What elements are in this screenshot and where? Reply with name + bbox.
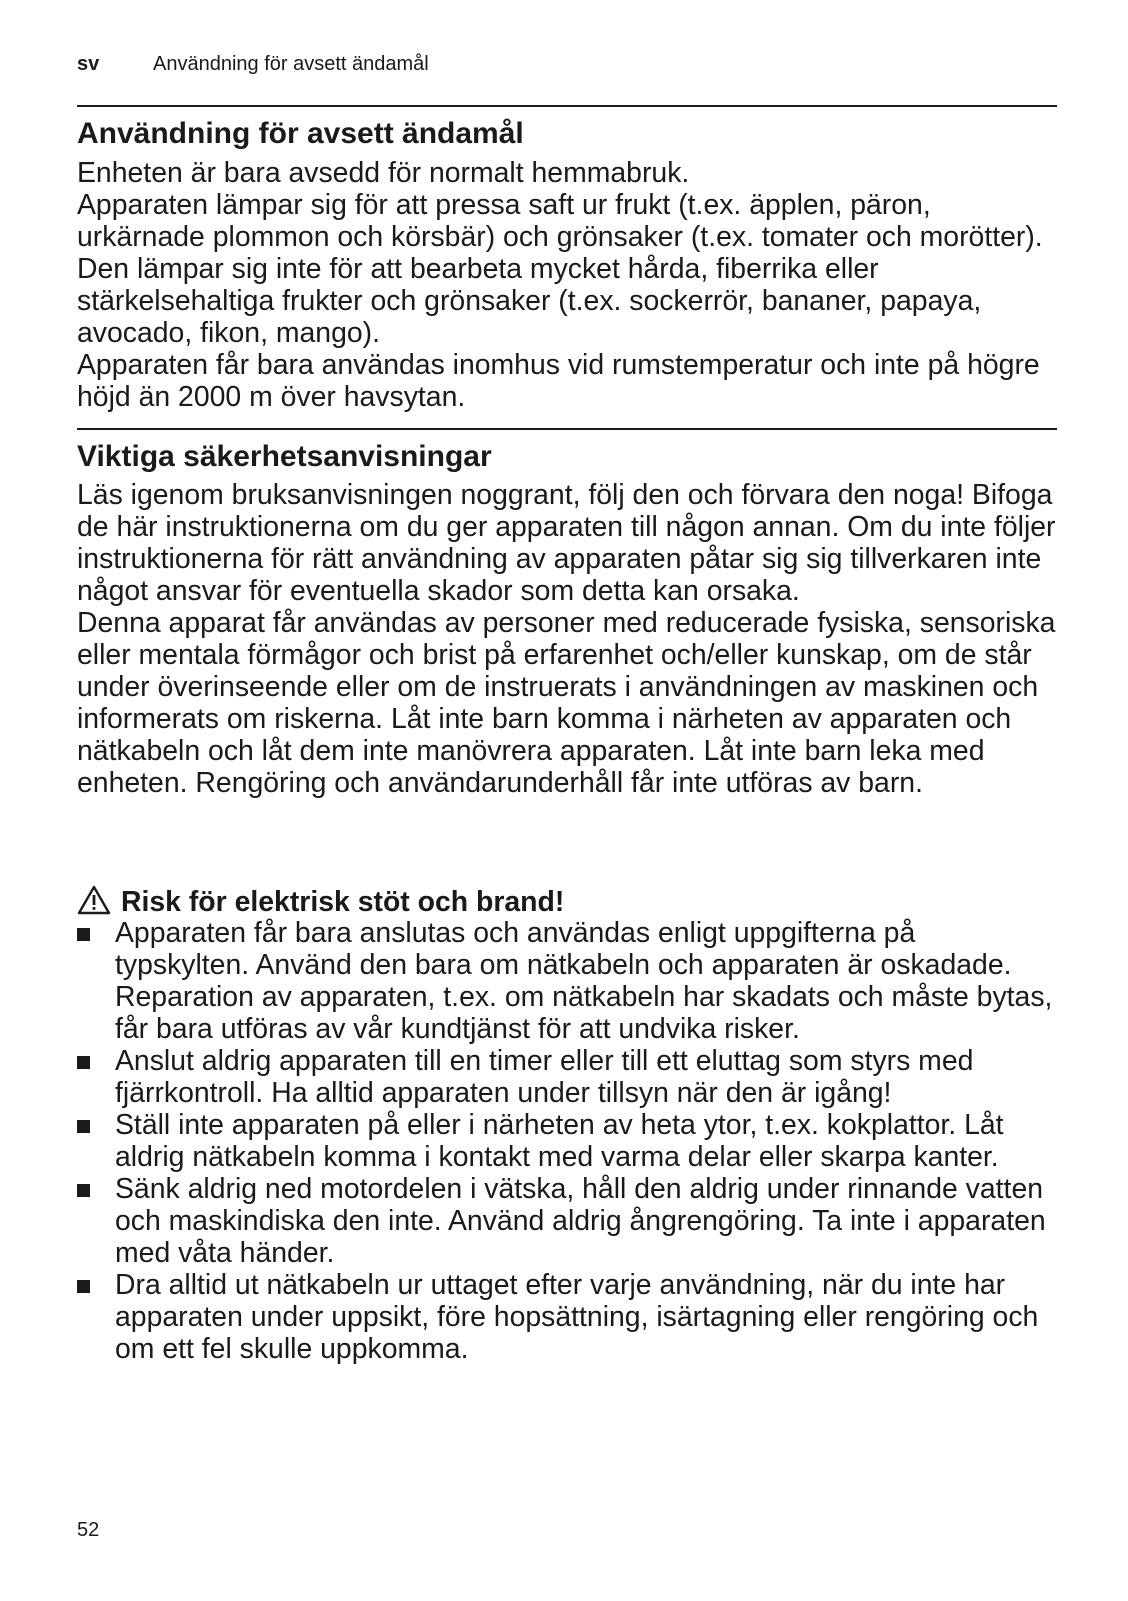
- paragraph: Enheten är bara avsedd för normalt hemmabruk.: [77, 157, 690, 189]
- warning-triangle-icon: [77, 885, 111, 915]
- list-item: [77, 1269, 1057, 1365]
- paragraph: Läs igenom bruksanvisningen noggrant, följ den och förvara den noga! Bifoga de här instruktionerna om du ger apparaten till någon annan. Om du inte följer instruktionerna för rätt användning av apparaten påtar sig sig tillverkaren inte något ansvar för eventuella skador som detta kan orsaka.: [77, 479, 1056, 607]
- page-number: 52: [77, 1519, 100, 1541]
- paragraph: Apparaten lämpar sig för att pressa saft ur frukt (t.ex. äpplen, päron, urkärnade plommon och körsbär) och grönsaker (t.ex. tomater och morötter). Den lämpar sig inte för att bearbeta mycket hårda, fiberrika eller stärkelsehaltiga frukter och grönsaker (t.ex. sockerrör, bananer, papaya, avocado, fikon, mango).: [77, 189, 1043, 349]
- section-title-safety: Viktiga säkerhetsanvisningar: [77, 440, 492, 473]
- running-title: Användning för avsett ändamål: [153, 53, 429, 75]
- section-divider: [77, 428, 1057, 430]
- paragraph: Denna apparat får användas av personer med reducerade fysiska, sensoriska eller mentala förmågor och brist på erfarenhet och/eller kunskap, om de står under överinseende eller om de instruerats i användningen av maskinen och informerats om riskerna. Låt inte barn komma i närheten av apparaten och nätkabeln och låt dem inte manövrera apparaten. Låt inte barn leka med enheten. Rengöring och användarunderhåll får inte utföras av barn.: [77, 607, 1056, 799]
- section-body-safety: [77, 479, 1057, 799]
- safety-bullet-list: [77, 917, 1057, 1365]
- warning-heading-text: Risk för elektrisk stöt och brand!: [121, 886, 565, 918]
- section-body-intended-use: [77, 157, 1057, 413]
- bullet-square-icon: [77, 928, 90, 941]
- list-item-text: Sänk aldrig ned motordelen i vätska, håll den aldrig under rinnande vatten och maskindiska den inte. Använd aldrig ångrengöring. Ta inte i apparaten med våta händer.: [115, 1173, 1046, 1269]
- running-header: [77, 52, 429, 76]
- section-title-intended-use: Användning för avsett ändamål: [77, 117, 524, 150]
- bullet-square-icon: [77, 1120, 90, 1133]
- paragraph: Apparaten får bara användas inomhus vid rumstemperatur och inte på högre höjd än 2000 m över havsytan.: [77, 349, 1040, 413]
- bullet-square-icon: [77, 1280, 90, 1293]
- list-item-text: Anslut aldrig apparaten till en timer eller till ett eluttag som styrs med fjärrkontroll. Ha alltid apparaten under tillsyn när den är igång!: [115, 1045, 974, 1109]
- list-item: [77, 1109, 1057, 1173]
- list-item: [77, 1045, 1057, 1109]
- language-code: sv: [77, 53, 100, 75]
- list-item-text: Apparaten får bara anslutas och användas enligt uppgifterna på typskylten. Använd den bara om nätkabeln och apparaten är oskadade. Reparation av apparaten, t.ex. om nätkabeln har skadats och måste bytas, får bara utföras av vår kundtjänst för att undvika risker.: [115, 917, 1053, 1045]
- section-divider: [77, 105, 1057, 107]
- bullet-square-icon: [77, 1184, 90, 1197]
- bullet-square-icon: [77, 1056, 90, 1069]
- list-item: [77, 1173, 1057, 1269]
- list-item: [77, 917, 1057, 1045]
- list-item-text: Ställ inte apparaten på eller i närheten av heta ytor, t.ex. kokplattor. Låt aldrig nätkabeln komma i kontakt med varma delar eller skarpa kanter.: [115, 1109, 1004, 1173]
- warning-heading: [77, 885, 564, 918]
- list-item-text: Dra alltid ut nätkabeln ur uttaget efter varje användning, när du inte har apparaten under uppsikt, före hopsättning, isärtagning eller rengöring och om ett fel skulle uppkomma.: [115, 1269, 1039, 1365]
